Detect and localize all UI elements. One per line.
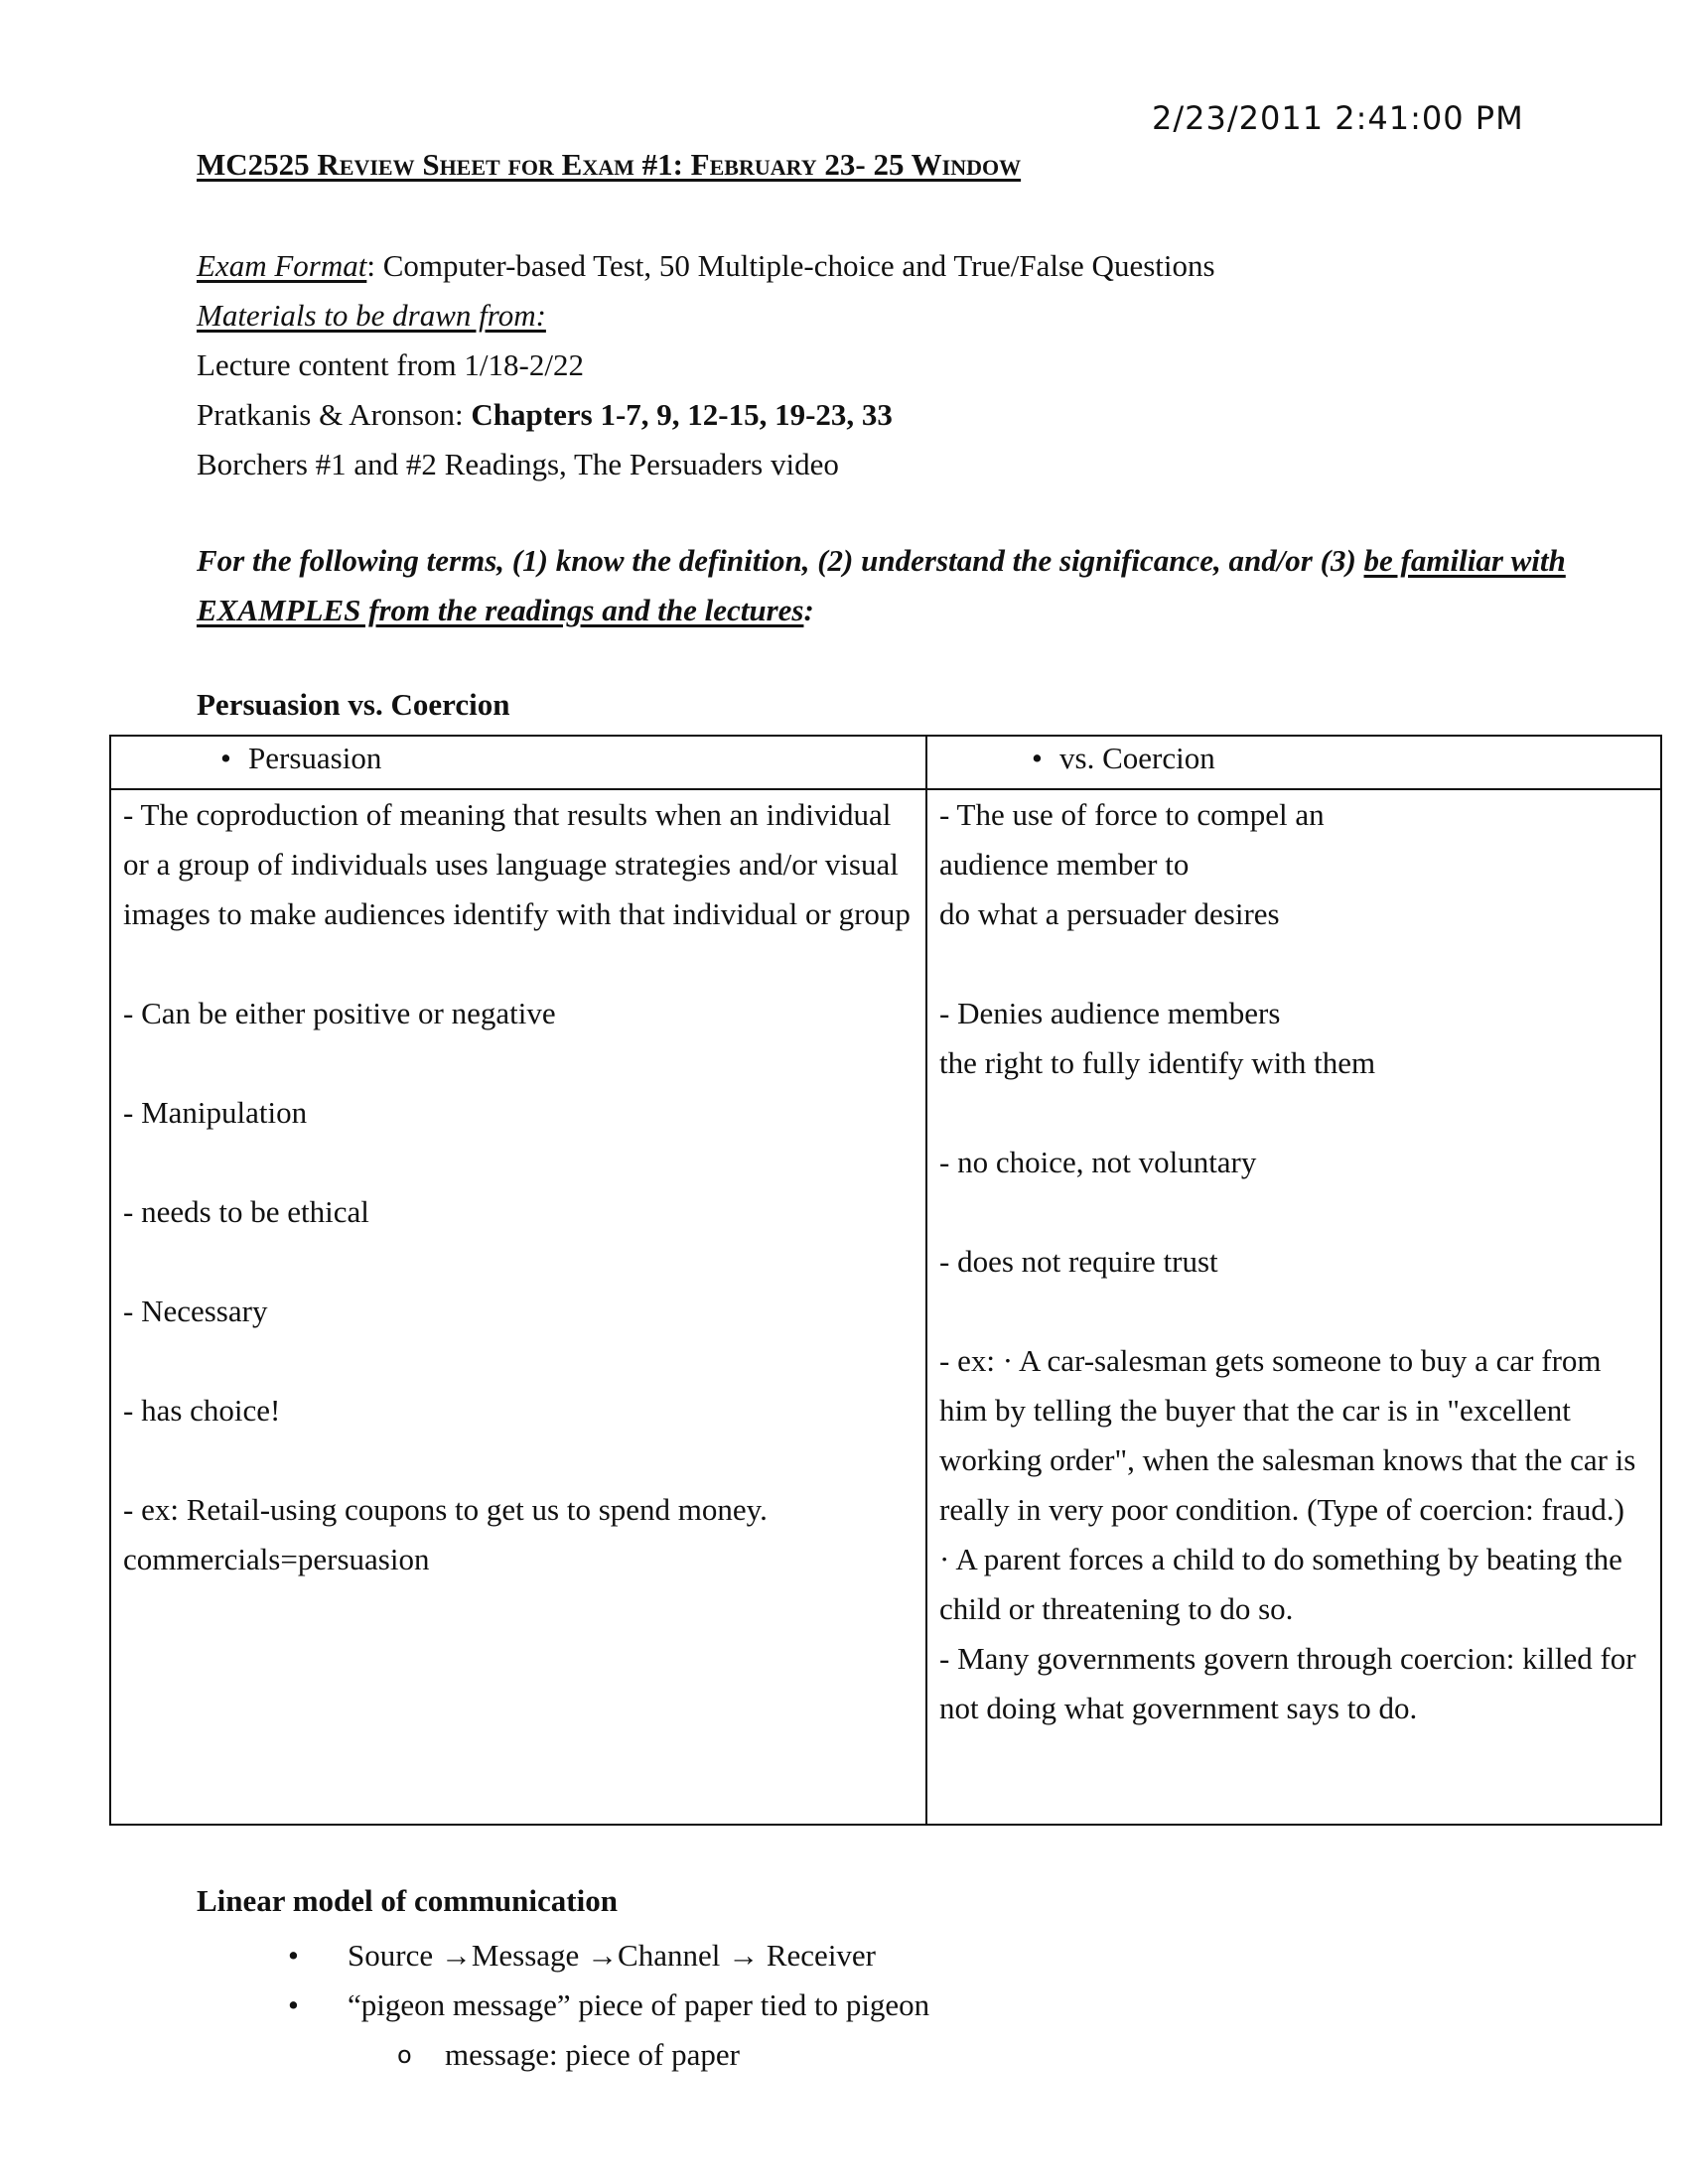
persuasion-cell: [110, 789, 926, 1825]
list-item: - Can be either positive or negative: [123, 996, 556, 1030]
exam-format-line: Exam Format: Computer-based Test, 50 Multiple-choice and True/False Questions: [197, 248, 1215, 283]
instructions: For the following terms, (1) know the definition, (2) understand the significance, and/or (3) be familiar with EXAMPLES from the readings and the lectures:: [197, 543, 1566, 627]
circle-bullet-icon: o: [397, 2041, 412, 2069]
coercion-cell: [926, 789, 1661, 1825]
list-item: - ex: Retail-using coupons to get us to spend money.: [123, 1492, 768, 1527]
list-item: - The use of force to compel an: [939, 797, 1325, 832]
section-heading-persuasion-vs-coercion: Persuasion vs. Coercion: [197, 687, 510, 722]
bullet-icon: •: [288, 1987, 299, 2022]
exam-info: [197, 241, 1215, 489]
list-item: commercials=persuasion: [123, 1542, 430, 1576]
timestamp: 2/23/2011 2:41:00 PM: [1152, 99, 1524, 137]
list-item: - needs to be ethical: [123, 1194, 369, 1229]
sub-list-item: o message: piece of paper: [288, 2030, 929, 2080]
linear-model-list: [288, 1931, 929, 2080]
bullet-icon: •: [288, 1938, 299, 1973]
section-heading-linear-model: Linear model of communication: [197, 1883, 618, 1918]
pratkanis-line: Pratkanis & Aronson: Chapters 1-7, 9, 12-15, 19-23, 33: [197, 397, 893, 432]
list-item: · A parent forces a child to do something by beating the child or threatening to do so.: [939, 1542, 1622, 1626]
borchers-line: Borchers #1 and #2 Readings, The Persuaders video: [197, 447, 839, 481]
list-item: - no choice, not voluntary: [939, 1145, 1257, 1179]
list-item: audience member to: [939, 847, 1190, 882]
comparison-table: [109, 735, 1662, 1826]
materials-label: Materials to be drawn from:: [197, 298, 546, 333]
list-item: - Necessary: [123, 1294, 268, 1328]
list-item: the right to fully identify with them: [939, 1045, 1376, 1080]
list-item: • Source →Message →Channel → Receiver: [288, 1931, 929, 1980]
exam-format-value: Computer-based Test, 50 Multiple-choice and True/False Questions: [382, 248, 1215, 283]
page-title: MC2525 Review Sheet for Exam #1: February 23- 25 Window: [197, 147, 1022, 182]
table-header-persuasion: • Persuasion: [110, 736, 926, 789]
list-item: - Manipulation: [123, 1095, 308, 1130]
list-item: - Denies audience members: [939, 996, 1281, 1030]
list-item: • “pigeon message” piece of paper tied to pigeon: [288, 1980, 929, 2030]
lecture-line: Lecture content from 1/18-2/22: [197, 347, 584, 382]
list-item: - does not require trust: [939, 1244, 1218, 1279]
list-item: - ex: · A car-salesman gets someone to buy a car from him by telling the buyer that the car is in "excellent working order", when the salesman knows that the car is really in very poor condition. (Type of coercion: fraud.): [939, 1343, 1636, 1527]
list-item: do what a persuader desires: [939, 896, 1280, 931]
exam-format-label: Exam Format: [197, 248, 367, 283]
list-item: - Many governments govern through coercion: killed for not doing what government says to do.: [939, 1641, 1636, 1725]
list-item: - The coproduction of meaning that results when an individual or a group of individuals uses language strategies and/or visual images to make audiences identify with that individual or group: [123, 797, 911, 931]
list-item: - has choice!: [123, 1393, 281, 1428]
pratkanis-chapters: Chapters 1-7, 9, 12-15, 19-23, 33: [471, 397, 893, 432]
table-header-coercion: • vs. Coercion: [926, 736, 1661, 789]
